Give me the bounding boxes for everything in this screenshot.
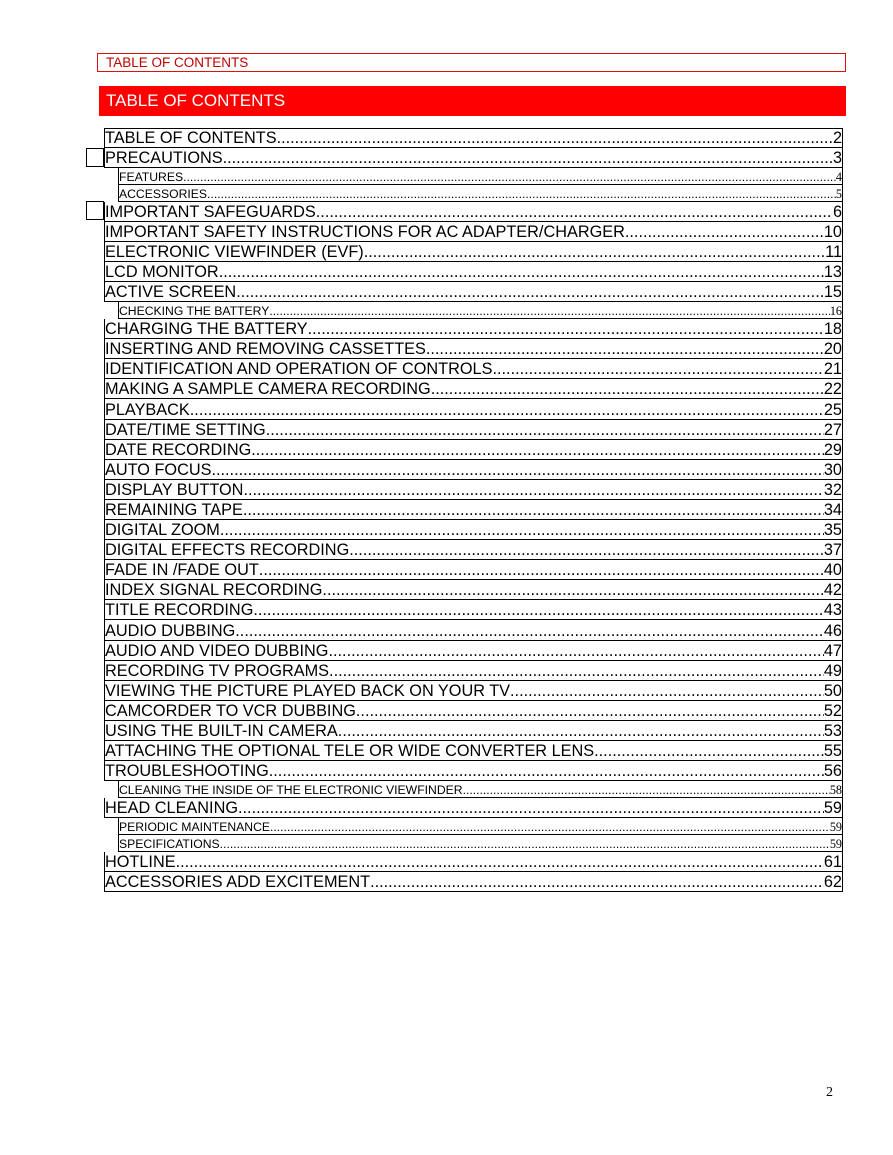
toc-entry-page: 29 bbox=[823, 440, 842, 459]
toc-dot-leader bbox=[183, 170, 836, 184]
toc-entry-page: 32 bbox=[823, 480, 842, 499]
toc-entry[interactable] bbox=[104, 741, 843, 761]
toc-dot-leader bbox=[243, 481, 823, 499]
toc-entry-title: ACCESSORIES bbox=[119, 186, 208, 201]
toc-entry-title: FADE IN /FADE OUT bbox=[105, 561, 259, 580]
toc-entry[interactable] bbox=[104, 580, 843, 600]
toc-entry[interactable] bbox=[104, 620, 843, 640]
toc-entry-title: CHECKING THE BATTERY bbox=[119, 304, 270, 319]
page-number: 2 bbox=[826, 1085, 833, 1100]
toc-entry-title: ACCESSORIES ADD EXCITEMENT bbox=[105, 872, 371, 891]
toc-dot-leader bbox=[235, 622, 824, 640]
toc-dot-leader bbox=[463, 783, 830, 797]
toc-entry-title: IMPORTANT SAFETY INSTRUCTIONS FOR AC ADAPTER/CHARGER bbox=[105, 222, 625, 241]
toc-dot-leader bbox=[510, 682, 824, 700]
toc-entry[interactable] bbox=[104, 282, 843, 302]
toc-entry-page: 4 bbox=[835, 169, 842, 184]
toc-entry-title: MAKING A SAMPLE CAMERA RECORDING bbox=[105, 380, 431, 399]
toc-entry-title: CAMCORDER TO VCR DUBBING bbox=[105, 701, 356, 720]
toc-dot-leader bbox=[243, 501, 824, 519]
toc-entry-title: DATE/TIME SETTING bbox=[105, 420, 266, 439]
toc-entry[interactable] bbox=[118, 185, 843, 202]
toc-entry[interactable] bbox=[104, 339, 843, 359]
toc-dot-leader bbox=[349, 541, 824, 559]
link-marker-precautions bbox=[86, 148, 104, 167]
toc-entry[interactable] bbox=[104, 379, 843, 399]
toc-dot-leader bbox=[266, 421, 824, 439]
toc-dot-leader bbox=[251, 441, 824, 459]
toc-entry-page: 22 bbox=[823, 380, 842, 399]
toc-entry-page: 59 bbox=[829, 819, 842, 834]
toc-entry-title: PERIODIC MAINTENANCE bbox=[119, 819, 271, 834]
toc-dot-leader bbox=[219, 263, 824, 281]
toc-entry-title: AUDIO DUBBING bbox=[105, 621, 236, 640]
toc-entry-page: 30 bbox=[823, 460, 842, 479]
toc-entry[interactable] bbox=[104, 641, 843, 661]
toc-entry[interactable] bbox=[104, 202, 843, 222]
toc-dot-leader bbox=[190, 401, 824, 419]
toc-entry-page: 59 bbox=[823, 799, 842, 818]
toc-entry[interactable] bbox=[118, 302, 843, 319]
toc-dot-leader bbox=[492, 360, 823, 378]
toc-entry-page: 52 bbox=[823, 701, 842, 720]
toc-entry-page: 61 bbox=[823, 852, 842, 871]
toc-entry[interactable] bbox=[104, 480, 843, 500]
toc-entry-page: 59 bbox=[829, 836, 842, 851]
toc-entry-page: 2 bbox=[832, 129, 842, 148]
toc-entry-page: 46 bbox=[823, 621, 842, 640]
toc-entry[interactable] bbox=[104, 222, 843, 242]
toc-entry-page: 16 bbox=[829, 304, 842, 319]
toc-entry[interactable] bbox=[104, 852, 843, 872]
toc-dot-leader bbox=[211, 461, 823, 479]
toc-entry-page: 49 bbox=[823, 661, 842, 680]
toc-dot-leader bbox=[220, 521, 824, 539]
toc-entry-page: 34 bbox=[823, 500, 842, 519]
toc-entry-title: TABLE OF CONTENTS bbox=[105, 129, 277, 148]
toc-entry-page: 25 bbox=[823, 400, 842, 419]
toc-entry-title: IDENTIFICATION AND OPERATION OF CONTROLS bbox=[105, 360, 493, 379]
toc-entry[interactable] bbox=[104, 681, 843, 701]
toc-entry-page: 43 bbox=[823, 601, 842, 620]
toc-entry[interactable] bbox=[104, 721, 843, 741]
toc-entry-title: INDEX SIGNAL RECORDING bbox=[105, 581, 323, 600]
toc-entry-page: 50 bbox=[823, 681, 842, 700]
toc-entry-page: 58 bbox=[829, 783, 842, 797]
toc-entry[interactable] bbox=[104, 761, 843, 781]
toc-entry-page: 18 bbox=[823, 320, 842, 339]
toc-dot-leader bbox=[176, 853, 824, 871]
toc-dot-leader bbox=[594, 742, 824, 760]
toc-entry[interactable] bbox=[104, 262, 843, 282]
toc-entry-title: SPECIFICATIONS bbox=[119, 836, 220, 851]
toc-entry-page: 35 bbox=[823, 521, 842, 540]
toc-entry-page: 27 bbox=[823, 420, 842, 439]
toc-entry-title: FEATURES bbox=[119, 169, 184, 184]
toc-entry-page: 37 bbox=[823, 541, 842, 560]
toc-entry-page: 15 bbox=[823, 283, 842, 302]
toc-entry[interactable] bbox=[104, 242, 843, 262]
toc-dot-leader bbox=[253, 601, 824, 619]
toc-entry[interactable] bbox=[104, 128, 843, 148]
toc-entry[interactable] bbox=[118, 781, 843, 798]
toc-entry-page: 6 bbox=[832, 202, 842, 221]
toc-entry-title: DATE RECORDING bbox=[105, 440, 252, 459]
toc-entry[interactable] bbox=[118, 835, 843, 852]
toc-entry-page: 55 bbox=[823, 742, 842, 761]
toc-dot-leader bbox=[207, 187, 836, 201]
toc-entry[interactable] bbox=[104, 701, 843, 721]
toc-dot-leader bbox=[238, 799, 824, 817]
toc-entry[interactable] bbox=[104, 520, 843, 540]
toc-entry-title: ACTIVE SCREEN bbox=[105, 283, 237, 302]
toc-entry[interactable] bbox=[104, 359, 843, 379]
toc-dot-leader bbox=[431, 380, 824, 398]
toc-entry-title: TROUBLESHOOTING bbox=[105, 762, 269, 781]
toc-entry-page: 40 bbox=[823, 561, 842, 580]
toc-entry-page: 20 bbox=[823, 340, 842, 359]
toc-dot-leader bbox=[308, 320, 824, 338]
toc-entry-title: HOTLINE bbox=[105, 852, 176, 871]
toc-entry-title: REMAINING TAPE bbox=[105, 500, 243, 519]
toc-entry-title: PLAYBACK bbox=[105, 400, 190, 419]
toc-entry-title: CHARGING THE BATTERY bbox=[105, 320, 308, 339]
toc-entry-page: 5 bbox=[835, 186, 842, 201]
toc-dot-leader bbox=[269, 762, 824, 780]
toc-entry[interactable] bbox=[104, 440, 843, 460]
toc-heading-banner: TABLE OF CONTENTS bbox=[99, 86, 846, 116]
toc-dot-leader bbox=[322, 581, 823, 599]
toc-entry[interactable] bbox=[104, 420, 843, 440]
toc-entry-title: HEAD CLEANING bbox=[105, 799, 238, 818]
toc-dot-leader bbox=[364, 243, 825, 261]
toc-entry-page: 11 bbox=[825, 243, 842, 262]
bookmark-label[interactable]: TABLE OF CONTENTS bbox=[97, 53, 846, 72]
toc-entry-page: 53 bbox=[823, 722, 842, 741]
toc-entry[interactable] bbox=[104, 319, 843, 339]
toc-entry-title: DIGITAL ZOOM bbox=[105, 521, 220, 540]
toc-entry-title: ATTACHING THE OPTIONAL TELE OR WIDE CONVERTER LENS bbox=[105, 742, 595, 761]
toc-entry-page: 10 bbox=[823, 222, 842, 241]
toc-entry-page: 56 bbox=[823, 762, 842, 781]
toc-entry-title: DISPLAY BUTTON bbox=[105, 480, 244, 499]
toc-entry-title: RECORDING TV PROGRAMS bbox=[105, 661, 330, 680]
toc-entry[interactable] bbox=[104, 148, 843, 168]
toc-entry-title: PRECAUTIONS bbox=[105, 149, 223, 168]
toc-dot-leader bbox=[329, 662, 824, 680]
toc-dot-leader bbox=[356, 702, 824, 720]
toc-entry[interactable] bbox=[104, 560, 843, 580]
toc-dot-leader bbox=[259, 561, 824, 579]
toc-entry-page: 47 bbox=[823, 641, 842, 660]
toc-dot-leader bbox=[426, 340, 824, 358]
toc-entry-title: TITLE RECORDING bbox=[105, 601, 254, 620]
toc-entry-title: INSERTING AND REMOVING CASSETTES bbox=[105, 340, 426, 359]
toc-entry-title: ELECTRONIC VIEWFINDER (EVF) bbox=[105, 243, 364, 262]
toc-entry[interactable] bbox=[118, 168, 843, 185]
toc-entry-title: USING THE BUILT-IN CAMERA bbox=[105, 722, 338, 741]
toc-dot-leader bbox=[269, 304, 829, 318]
toc-entry-page: 3 bbox=[832, 149, 842, 168]
toc-entry[interactable] bbox=[104, 798, 843, 818]
toc-entry-title: AUDIO AND VIDEO DUBBING bbox=[105, 641, 329, 660]
toc-dot-leader bbox=[270, 820, 830, 834]
toc-entry-title: CLEANING THE INSIDE OF THE ELECTRONIC VIEWFINDER bbox=[119, 783, 463, 797]
toc-entry[interactable] bbox=[104, 460, 843, 480]
toc-entry[interactable] bbox=[104, 600, 843, 620]
toc-dot-leader bbox=[220, 837, 830, 851]
toc-entry[interactable] bbox=[104, 661, 843, 681]
toc-entry[interactable] bbox=[104, 500, 843, 520]
toc-entry-title: IMPORTANT SAFEGUARDS bbox=[105, 202, 316, 221]
toc-dot-leader bbox=[236, 283, 824, 301]
toc-entry-title: LCD MONITOR bbox=[105, 263, 219, 282]
toc-entry-title: VIEWING THE PICTURE PLAYED BACK ON YOUR TV bbox=[105, 681, 511, 700]
toc-dot-leader bbox=[223, 149, 833, 167]
toc-entry-title: AUTO FOCUS bbox=[105, 460, 212, 479]
toc-entry[interactable] bbox=[104, 872, 843, 892]
link-marker-safeguards bbox=[86, 201, 104, 220]
toc-dot-leader bbox=[338, 722, 824, 740]
toc-dot-leader bbox=[328, 642, 823, 660]
toc-entry[interactable] bbox=[104, 540, 843, 560]
toc-dot-leader bbox=[625, 223, 824, 241]
toc-entry[interactable] bbox=[104, 399, 843, 419]
toc-dot-leader bbox=[370, 873, 824, 891]
toc-entry-page: 21 bbox=[823, 360, 842, 379]
toc-entry-page: 42 bbox=[823, 581, 842, 600]
toc-entry-page: 62 bbox=[823, 872, 842, 891]
table-of-contents bbox=[104, 128, 843, 892]
toc-dot-leader bbox=[316, 203, 833, 221]
toc-dot-leader bbox=[277, 129, 833, 147]
toc-entry[interactable] bbox=[118, 818, 843, 835]
toc-entry-page: 13 bbox=[823, 263, 842, 282]
toc-entry-title: DIGITAL EFFECTS RECORDING bbox=[105, 541, 350, 560]
